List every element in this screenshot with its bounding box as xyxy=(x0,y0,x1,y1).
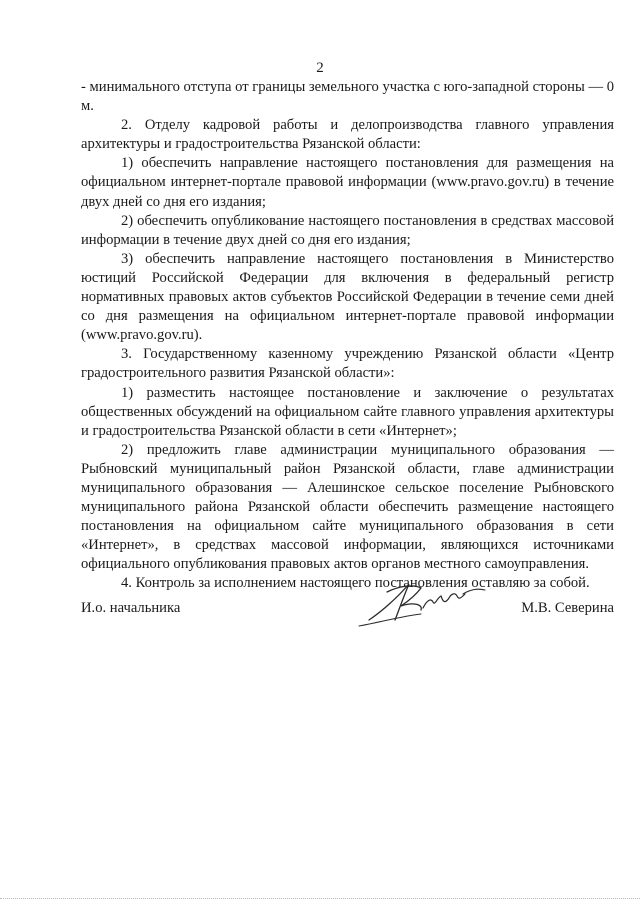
signatory-name: М.В. Северина xyxy=(521,600,614,616)
paragraph-item-4: 4. Контроль за исполнением настоящего постановления оставляю за собой. xyxy=(121,575,590,592)
document-body xyxy=(81,78,614,594)
signatory-position: И.о. начальника xyxy=(81,600,181,616)
paragraph-item-3: 3. Государственному казенному учреждению Рязанской области «Центр градостроительного развития Рязанской области»: xyxy=(81,346,614,382)
page-number: 2 xyxy=(316,60,324,76)
paragraph-item-3-1: 1) разместить настоящее постановление и заключение о результатах общественных обсуждений на официальном сайте главного управления архитектуры и градостроительства Рязанской области в сети «Интернет»; xyxy=(81,384,614,439)
paragraph-item-2-1: 1) обеспечить направление настоящего постановления для размещения на официальном интернет-портале правовой информации (www.pravo.gov.ru) в течение двух дней со дня его издания; xyxy=(81,155,614,210)
paragraph-item-2: 2. Отделу кадровой работы и делопроизводства главного управления архитектуры и градостроительства Рязанской области: xyxy=(81,117,614,153)
paragraph-item-2-3: 3) обеспечить направление настоящего постановления в Министерство юстиций Российской Федерации для включения в федеральный регистр нормативных правовых актов субъектов Российской Федерации в течение семи дней со дня размещения на официальном интернет-портале правовой информации (www.pravo.gov.ru). xyxy=(81,250,614,344)
paragraph-item-2-2: 2) обеспечить опубликование настоящего постановления в средствах массовой информации в течение двух дней со дня его издания; xyxy=(81,212,614,248)
handwritten-signature-icon xyxy=(351,572,501,632)
signature-block xyxy=(81,600,614,640)
paragraph-item-3-2: 2) предложить главе администрации муниципального образования — Рыбновский муниципальный район Рязанской области, главе администрации муниципального образования — Алешинское сельское поселение Рыбновского муниципального района Рязанской области обеспечить размещение настоящего постановления на официальном сайте муниципального образования в сети «Интернет», в средствах массовой информации, являющихся источниками официального опубликования правовых актов органов местного самоуправления. xyxy=(81,441,614,573)
scan-bottom-edge xyxy=(0,898,640,899)
paragraph-setback-item: - минимального отступа от границы земельного участка с юго-западной стороны — 0 м. xyxy=(81,79,614,115)
